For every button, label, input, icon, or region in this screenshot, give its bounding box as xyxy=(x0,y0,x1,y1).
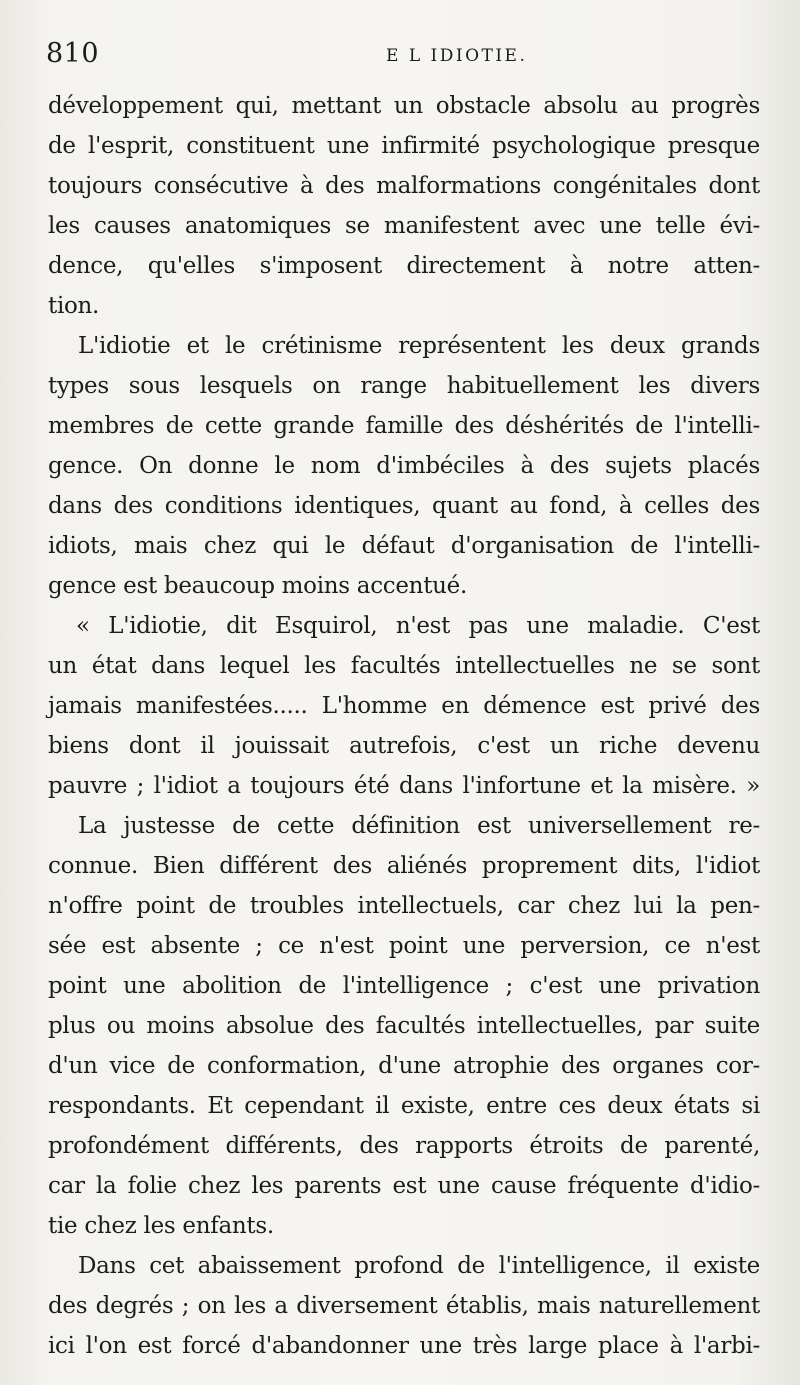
text-line: Dans cet abaissement profond de l'intelligence, il existe xyxy=(78,1253,760,1279)
text-line: toujours consécutive à des malformations congénitales dont xyxy=(48,173,760,199)
text-line: tie chez les enfants. xyxy=(48,1213,274,1239)
text-line: plus ou moins absolue des facultés intellectuelles, par suite xyxy=(48,1013,760,1039)
text-line: sée est absente ; ce n'est point une perversion, ce n'est xyxy=(48,933,760,959)
text-line: dans des conditions identiques, quant au fond, à celles des xyxy=(48,493,760,519)
text-line: profondément différents, des rapports étroits de parenté, xyxy=(48,1133,760,1159)
text-line: gence. On donne le nom d'imbéciles à des sujets placés xyxy=(48,453,760,479)
text-line: des degrés ; on les a diversement établis, mais naturellement xyxy=(48,1293,760,1319)
text-line: « L'idiotie, dit Esquirol, n'est pas une maladie. C'est xyxy=(76,613,760,639)
text-line: idiots, mais chez qui le défaut d'organisation de l'intelli- xyxy=(48,533,760,559)
running-title: E L IDIOTIE. xyxy=(386,46,528,66)
text-line: respondants. Et cependant il existe, entre ces deux états si xyxy=(48,1093,760,1119)
text-line: dence, qu'elles s'imposent directement à notre atten- xyxy=(48,253,760,279)
text-line: tion. xyxy=(48,293,100,319)
text-line: pauvre ; l'idiot a toujours été dans l'infortune et la misère. » xyxy=(48,773,760,799)
text-line: L'idiotie et le crétinisme représentent les deux grands xyxy=(78,333,760,359)
text-line: développement qui, mettant un obstacle absolu au progrès xyxy=(48,93,760,119)
text-line: ici l'on est forcé d'abandonner une très large place à l'arbi- xyxy=(48,1333,760,1359)
text-line: d'un vice de conformation, d'une atrophie des organes cor- xyxy=(48,1053,760,1079)
body-text xyxy=(48,86,760,1366)
paragraph-3-quote xyxy=(48,606,760,806)
paragraph-1 xyxy=(48,86,760,326)
text-line: types sous lesquels on range habituellement les divers xyxy=(48,373,760,399)
text-line: connue. Bien différent des aliénés proprement dits, l'idiot xyxy=(48,853,760,879)
text-line: les causes anatomiques se manifestent avec une telle évi- xyxy=(48,213,760,239)
text-line: n'offre point de troubles intellectuels, car chez lui la pen- xyxy=(48,893,760,919)
page-header xyxy=(46,34,760,74)
paragraph-5 xyxy=(48,1246,760,1366)
paragraph-2 xyxy=(48,326,760,606)
text-line: biens dont il jouissait autrefois, c'est un riche devenu xyxy=(48,733,760,759)
paragraph-4 xyxy=(48,806,760,1246)
text-line: jamais manifestées..... L'homme en démence est privé des xyxy=(48,693,760,719)
text-line: un état dans lequel les facultés intellectuelles ne se sont xyxy=(48,653,760,679)
page-number: 810 xyxy=(46,38,100,69)
text-line: de l'esprit, constituent une infirmité psychologique presque xyxy=(48,133,760,159)
text-line: membres de cette grande famille des déshérités de l'intelli- xyxy=(48,413,760,439)
text-line: gence est beaucoup moins accentué. xyxy=(48,573,467,599)
text-line: car la folie chez les parents est une cause fréquente d'idio- xyxy=(48,1173,760,1199)
text-line: La justesse de cette définition est universellement re- xyxy=(78,813,760,839)
text-line: point une abolition de l'intelligence ; c'est une privation xyxy=(48,973,760,999)
